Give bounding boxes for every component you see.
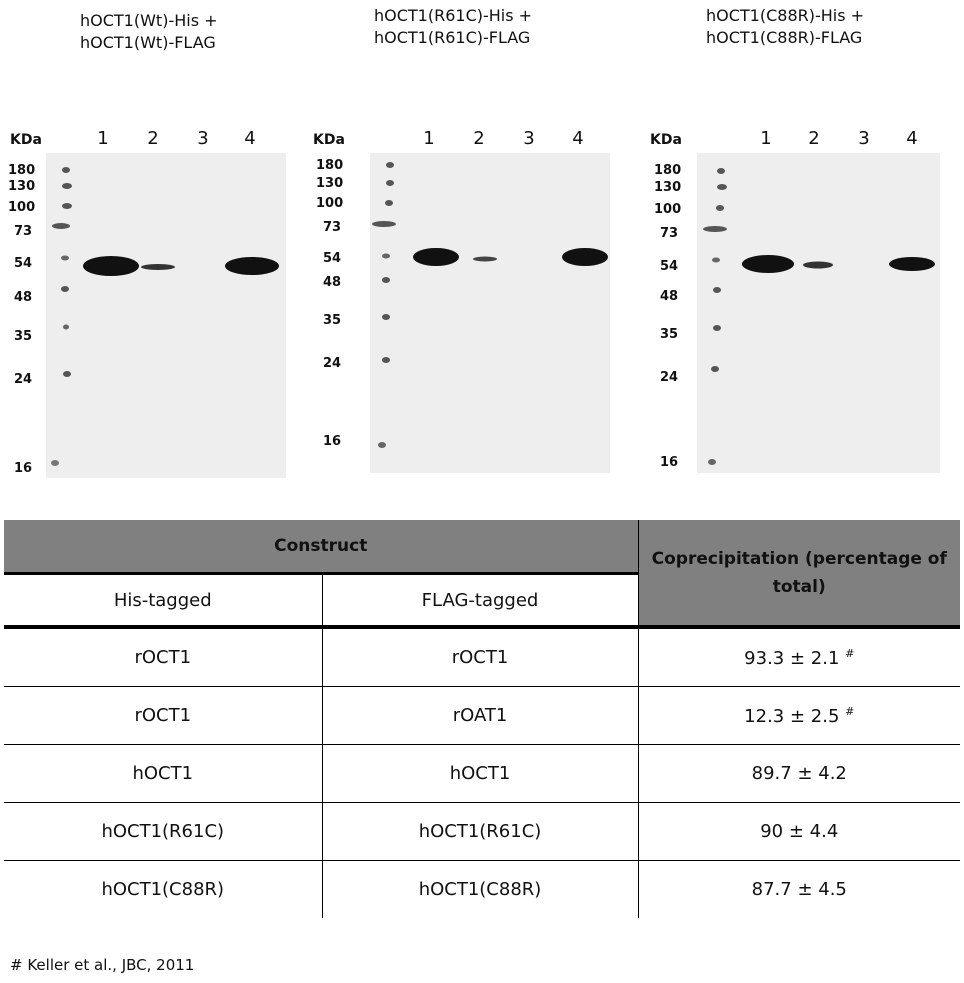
mw-label: 24 — [323, 356, 342, 371]
blot-title: hOCT1(C88R)-His + hOCT1(C88R)-FLAG — [706, 6, 865, 47]
kda-label: KDa — [10, 132, 42, 148]
table-row — [4, 803, 960, 861]
mw-label: 100 — [8, 200, 36, 215]
kda-label: KDa — [650, 132, 682, 148]
lane-label: 2 — [808, 128, 820, 149]
cell-flag: rOAT1 — [322, 687, 638, 745]
blot-panel-r61c — [300, 0, 630, 500]
mw-label: 24 — [660, 370, 679, 385]
blot-panel-c88r — [630, 0, 960, 500]
blot-membrane — [370, 153, 610, 473]
cell-value: 89.7 ± 4.2 — [638, 745, 960, 803]
mw-label: 35 — [14, 329, 33, 344]
mw-label: 24 — [14, 372, 33, 387]
lane-label: 3 — [197, 128, 209, 149]
cell-flag: rOCT1 — [322, 627, 638, 687]
lane-label: 2 — [473, 128, 485, 149]
coprecipitation-table-wrap — [4, 520, 960, 920]
mw-label: 16 — [323, 434, 342, 449]
cell-his: hOCT1(R61C) — [4, 803, 322, 861]
cell-flag: hOCT1(C88R) — [418, 879, 542, 900]
mw-label: 130 — [8, 179, 36, 194]
cell-his: hOCT1(C88R) — [4, 861, 322, 919]
header-construct: Construct — [4, 520, 638, 574]
table-row — [4, 861, 960, 919]
mw-label: 130 — [654, 180, 682, 195]
cell-his: hOCT1 — [4, 745, 322, 803]
blot-image — [697, 153, 940, 473]
mw-label: 35 — [323, 313, 342, 328]
mw-label: 180 — [8, 163, 36, 178]
lane-label: 3 — [858, 128, 870, 149]
coprecipitation-table — [4, 520, 960, 918]
blot-image — [46, 153, 286, 478]
blot-title: hOCT1(R61C)-His + hOCT1(R61C)-FLAG — [374, 6, 533, 47]
mw-label: 54 — [323, 251, 342, 266]
cell-value: 12.3 ± 2.5 # — [638, 687, 960, 745]
mw-label: 100 — [654, 202, 682, 217]
lane-label: 4 — [244, 128, 256, 149]
mw-label: 73 — [323, 220, 342, 235]
mw-label: 35 — [660, 327, 679, 342]
cell-flag: hOCT1(R61C) — [322, 803, 638, 861]
table-row — [4, 687, 960, 745]
kda-label: KDa — [313, 132, 345, 148]
header-his-tagged: His-tagged — [4, 574, 322, 628]
blot-panel-wt — [0, 0, 320, 500]
footnote: # Keller et al., JBC, 2011 — [10, 956, 195, 974]
mw-label: 180 — [654, 163, 682, 178]
lane-label: 4 — [906, 128, 918, 149]
blot-membrane — [697, 153, 940, 473]
lane-label: 2 — [147, 128, 159, 149]
mw-label: 48 — [14, 290, 33, 305]
lane-label: 3 — [523, 128, 535, 149]
mw-label: 54 — [660, 259, 679, 274]
mw-label: 73 — [660, 226, 679, 241]
lane-label: 1 — [423, 128, 435, 149]
footnote-marker: # — [845, 646, 855, 660]
blot-image — [370, 153, 610, 473]
cell-value: 87.7 ± 4.5 — [638, 861, 960, 919]
header-flag-tagged: FLAG-tagged — [322, 574, 638, 628]
lane-label: 4 — [572, 128, 584, 149]
cell-value: 93.3 ± 2.1 # — [638, 627, 960, 687]
blot-title: hOCT1(Wt)-His + hOCT1(Wt)-FLAG — [80, 11, 218, 52]
mw-label: 130 — [316, 176, 344, 191]
header-coprecipitation: Coprecipitation (percentage of total) — [638, 520, 960, 627]
mw-label: 100 — [316, 196, 344, 211]
cell-flag: hOCT1 — [322, 745, 638, 803]
mw-label: 54 — [14, 256, 33, 271]
lane-label: 1 — [97, 128, 109, 149]
mw-label: 48 — [660, 289, 679, 304]
cell-his: rOCT1 — [4, 687, 322, 745]
table-row — [4, 745, 960, 803]
mw-label: 73 — [14, 224, 33, 239]
blot-membrane — [46, 153, 286, 478]
cell-his: rOCT1 — [4, 627, 322, 687]
mw-label: 16 — [14, 461, 33, 476]
cell-value: 90 ± 4.4 — [638, 803, 960, 861]
lane-label: 1 — [760, 128, 772, 149]
footnote-marker: # — [845, 704, 855, 718]
table-row — [4, 627, 960, 687]
mw-label: 180 — [316, 158, 344, 173]
mw-label: 16 — [660, 455, 679, 470]
mw-label: 48 — [323, 275, 342, 290]
